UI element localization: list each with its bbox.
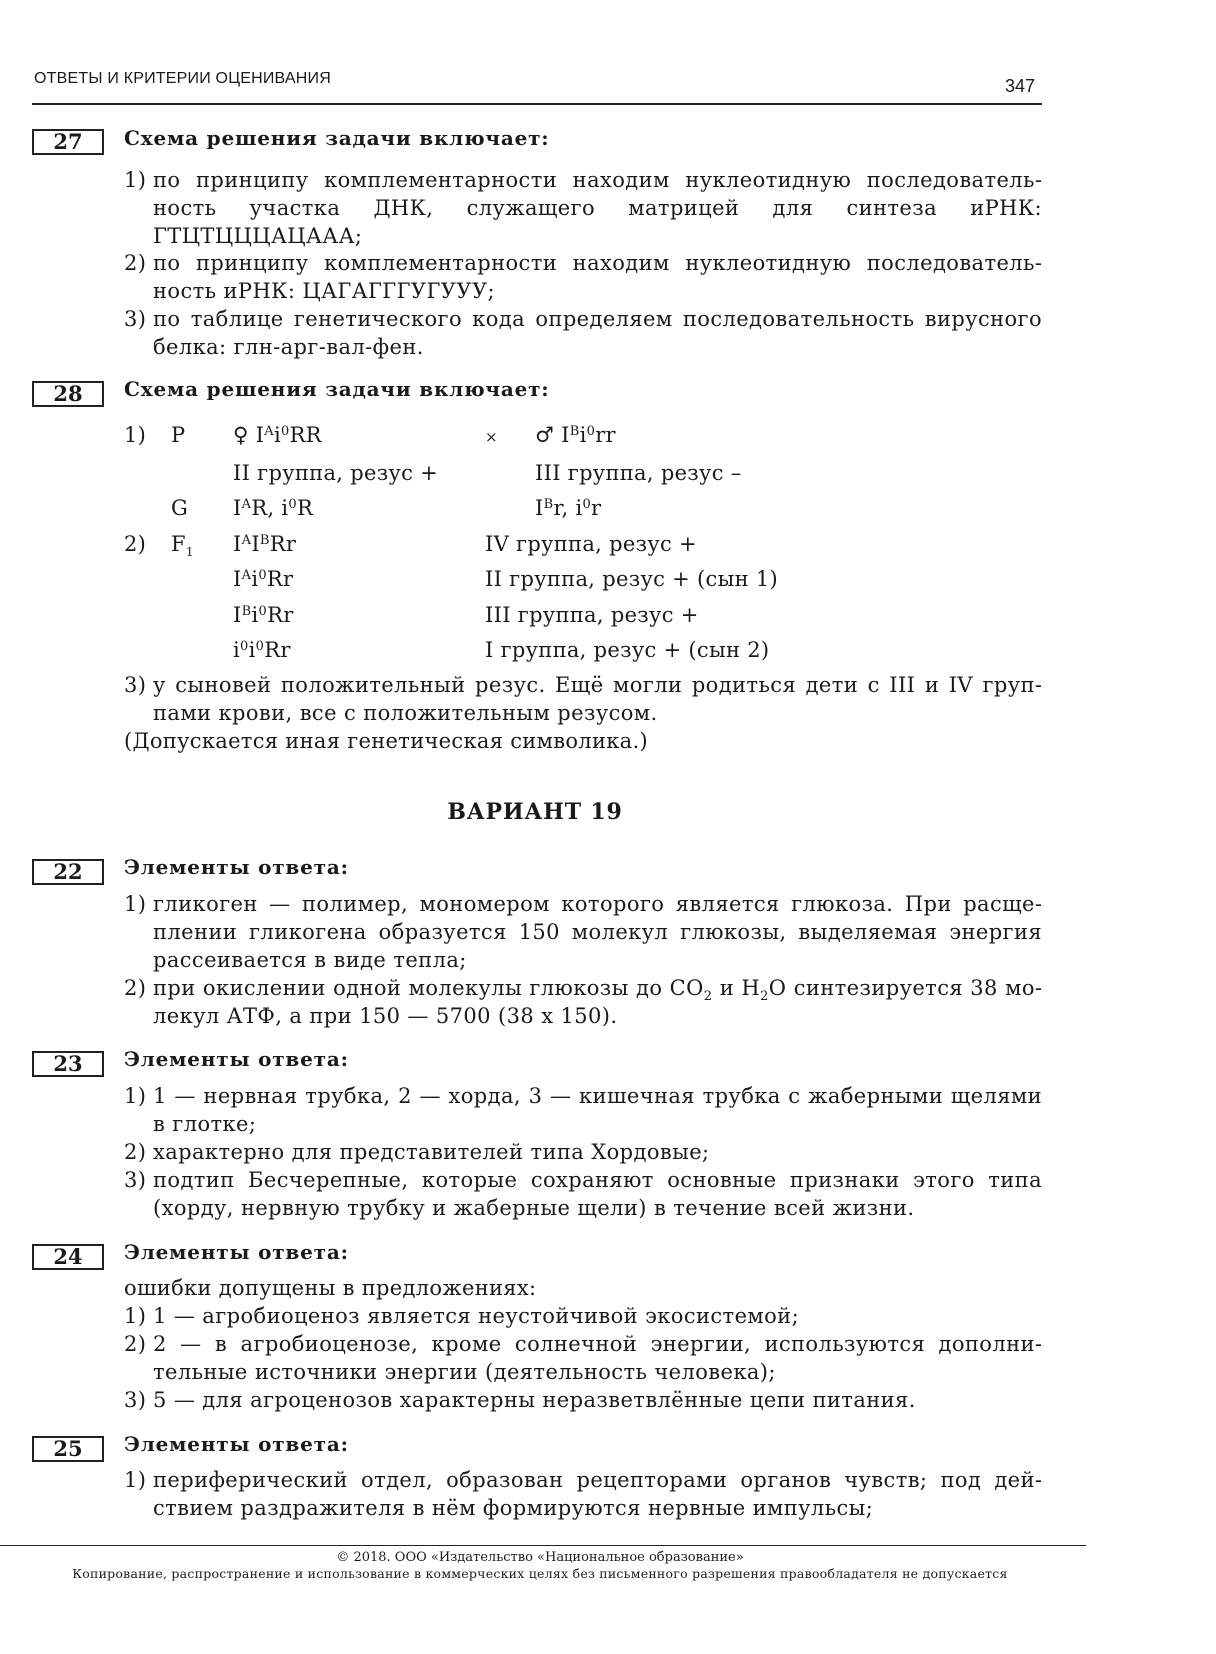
task-28-number: 28 [32, 381, 104, 407]
task-28-item-3: 3) у сыновей положительный резус. Ещё могли родиться дети с III и IV группами крови, все с положительным резусом. [124, 673, 1042, 725]
footer-divider [0, 1545, 1086, 1546]
task-27-item-3: 3) по таблице генетического кода определяем последовательность вирусного белка: глн-арг-вал-фен. [124, 307, 1042, 359]
task-23-number: 23 [32, 1051, 104, 1077]
mother-gametes: $I^AR$, $i^0R$ [233, 496, 314, 520]
task-27-item-1: 1) по принципу комплементарности находим нуклеотидную последовательность участка ДНК, служащего матрицей для синтеза иРНК: ГТЦТЦЦЦАЦААА; [124, 168, 1042, 248]
task-22-item-1: 1) гликоген — полимер, мономером которого является глюкоза. При расщеплении гликогена образуется 150 молекул глюкозы, выделяемая энергия рассеивается в виде тепла; [124, 892, 1042, 972]
offspring-genotype: $I^AI^BRr$ [233, 532, 297, 556]
task-23-item-2: 2) характерно для представителей типа Хордовые; [124, 1140, 710, 1164]
task-22-item-2: 2) при окислении одной молекулы глюкозы до $CO_2$ и $H_2O$ синтезируется 38 молекул АТФ, а при 150 — 5700 (38 x 150). [124, 976, 1042, 1028]
father-phenotype: III группа, резус – [535, 461, 742, 485]
header-divider [32, 103, 1042, 105]
task-25-item-1: 1) периферический отдел, образован рецепторами органов чувств; под действием раздражителя в нём формируются нервные импульсы; [124, 1468, 1042, 1520]
task-22-number: 22 [32, 859, 104, 885]
offspring-phenotype: II группа, резус + (сын 1) [485, 567, 779, 591]
task-22-heading: Элементы ответа: [124, 855, 349, 879]
offspring-genotype: $i^0i^0Rr$ [233, 638, 291, 662]
female-symbol-icon: ♀ [233, 423, 249, 447]
cross-sign: × [485, 428, 498, 446]
task-23-item-1: 1) 1 — нервная трубка, 2 — хорда, 3 — кишечная трубка с жаберными щелями в глотке; [124, 1084, 1042, 1136]
variant-title: ВАРИАНТ 19 [447, 799, 623, 825]
task-24-heading: Элементы ответа: [124, 1240, 349, 1264]
task-25-heading: Элементы ответа: [124, 1432, 349, 1456]
cross-step-1-label: 1) [124, 423, 147, 447]
task-25-number: 25 [32, 1436, 104, 1462]
cross-step-2-label: 2) [124, 532, 147, 556]
task-27-item-2: 2) по принципу комплементарности находим нуклеотидную последовательность иРНК: ЦАГАГГГУГУУУ; [124, 251, 1042, 303]
page-number: 347 [1005, 76, 1036, 96]
offspring-phenotype: III группа, резус + [485, 603, 699, 627]
running-header-title: ОТВЕТЫ И КРИТЕРИИ ОЦЕНИВАНИЯ [34, 70, 331, 87]
task-27-number: 27 [32, 129, 104, 155]
offspring-label: $F_1$ [171, 532, 194, 559]
task-24-item-3: 3) 5 — для агроценозов характерны неразветвлённые цепи питания. [124, 1388, 916, 1412]
parents-label: P [171, 423, 186, 447]
mother-phenotype: II группа, резус + [233, 461, 439, 485]
offspring-phenotype: IV группа, резус + [485, 532, 697, 556]
task-28-heading: Схема решения задачи включает: [124, 377, 550, 401]
task-24-item-1: 1) 1 — агробиоценоз является неустойчивой экосистемой; [124, 1304, 800, 1328]
task-28-note: (Допускается иная генетическая символика.) [124, 729, 648, 753]
task-24-intro: ошибки допущены в предложениях: [124, 1276, 537, 1300]
father-genotype: ♂ $I^Bi^0rr$ [535, 423, 616, 447]
male-symbol-icon: ♂ [535, 423, 555, 447]
task-27-heading: Схема решения задачи включает: [124, 126, 550, 150]
footer-copyright: © 2018. ООО «Издательство «Национальное образование» [336, 1550, 744, 1565]
offspring-genotype: $I^Ai^0Rr$ [233, 567, 294, 591]
task-24-number: 24 [32, 1244, 104, 1270]
father-gametes: $I^Br$, $i^0r$ [535, 496, 602, 520]
offspring-phenotype: I группа, резус + (сын 2) [485, 638, 770, 662]
footer-notice: Копирование, распространение и использование в коммерческих целях без письменного разрешения правообладателя не допускается [72, 1566, 1008, 1581]
task-23-item-3: 3) подтип Бесчерепные, которые сохраняют основные признаки этого типа (хорду, нервную трубку и жаберные щели) в течение всей жизни. [124, 1168, 1042, 1220]
task-24-item-2: 2) 2 — в агробиоценозе, кроме солнечной энергии, используются дополнительные источники энергии (деятельность человека); [124, 1332, 1042, 1384]
offspring-genotype: $I^Bi^0Rr$ [233, 603, 294, 627]
gametes-label: G [171, 496, 189, 520]
mother-genotype: ♀ $I^Ai^0RR$ [233, 423, 322, 447]
task-23-heading: Элементы ответа: [124, 1047, 349, 1071]
